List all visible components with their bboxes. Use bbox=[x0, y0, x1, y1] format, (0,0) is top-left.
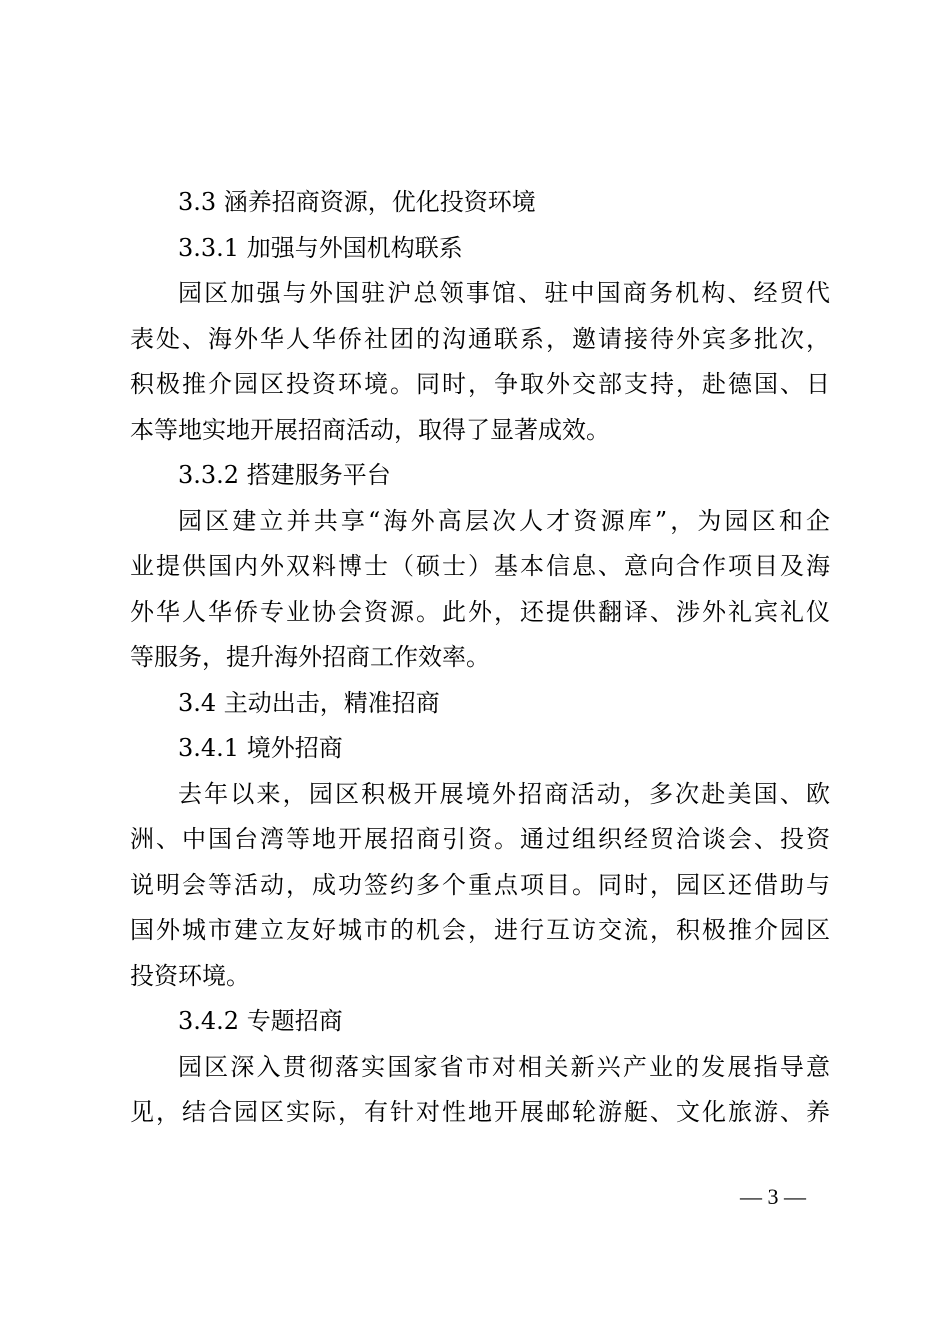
paragraph-3-3-2 bbox=[130, 499, 830, 681]
paragraph-line: 说明会等活动，成功签约多个重点项目。同时，园区还借助与 bbox=[130, 870, 830, 899]
section-heading-3-4: 3.4 主动出击，精准招商 bbox=[178, 688, 440, 717]
paragraph-line: 外华人华侨专业协会资源。此外，还提供翻译、涉外礼宾礼仪 bbox=[130, 597, 830, 626]
section-heading-3-4-1: 3.4.1 境外招商 bbox=[178, 734, 343, 762]
paragraph-line: 本等地实地开展招商活动，取得了显著成效。 bbox=[130, 415, 610, 444]
paragraph-line: 见，结合园区实际，有针对性地开展邮轮游艇、文化旅游、养 bbox=[130, 1098, 830, 1126]
section-heading-3-4-2: 3.4.2 专题招商 bbox=[178, 1007, 343, 1035]
paragraph-line: 洲、中国台湾等地开展招商引资。通过组织经贸洽谈会、投资 bbox=[130, 825, 830, 853]
paragraph-line: 国外城市建立友好城市的机会，进行互访交流，积极推介园区 bbox=[130, 916, 830, 944]
paragraph-3-3-1 bbox=[130, 271, 830, 453]
page-number: — 3 — bbox=[740, 1184, 806, 1209]
paragraph-line: 园区加强与外国驻沪总领事馆、驻中国商务机构、经贸代 bbox=[178, 279, 830, 307]
section-heading-3-3: 3.3 涵养招商资源，优化投资环境 bbox=[178, 188, 536, 216]
paragraph-line: 去年以来，园区积极开展境外招商活动，多次赴美国、欧 bbox=[178, 779, 830, 808]
section-heading-3-3-2: 3.3.2 搭建服务平台 bbox=[178, 461, 391, 489]
document-body bbox=[130, 180, 830, 1136]
paragraph-line: 等服务，提升海外招商工作效率。 bbox=[130, 643, 490, 671]
paragraph-line: 表处、海外华人华侨社团的沟通联系，邀请接待外宾多批次， bbox=[130, 324, 830, 353]
paragraph-line: 投资环境。 bbox=[130, 961, 250, 990]
paragraph-line: 园区深入贯彻落实国家省市对相关新兴产业的发展指导意 bbox=[178, 1052, 830, 1081]
section-heading-3-3-1: 3.3.1 加强与外国机构联系 bbox=[178, 233, 463, 262]
paragraph-line: 积极推介园区投资环境。同时，争取外交部支持，赴德国、日 bbox=[130, 370, 830, 398]
paragraph-3-4-2 bbox=[130, 1045, 830, 1136]
paragraph-line: 业提供国内外双料博士（硕士）基本信息、意向合作项目及海 bbox=[130, 552, 830, 580]
paragraph-line: 园区建立并共享“海外高层次人才资源库”，为园区和企 bbox=[178, 506, 830, 535]
paragraph-3-4-1 bbox=[130, 772, 830, 1000]
